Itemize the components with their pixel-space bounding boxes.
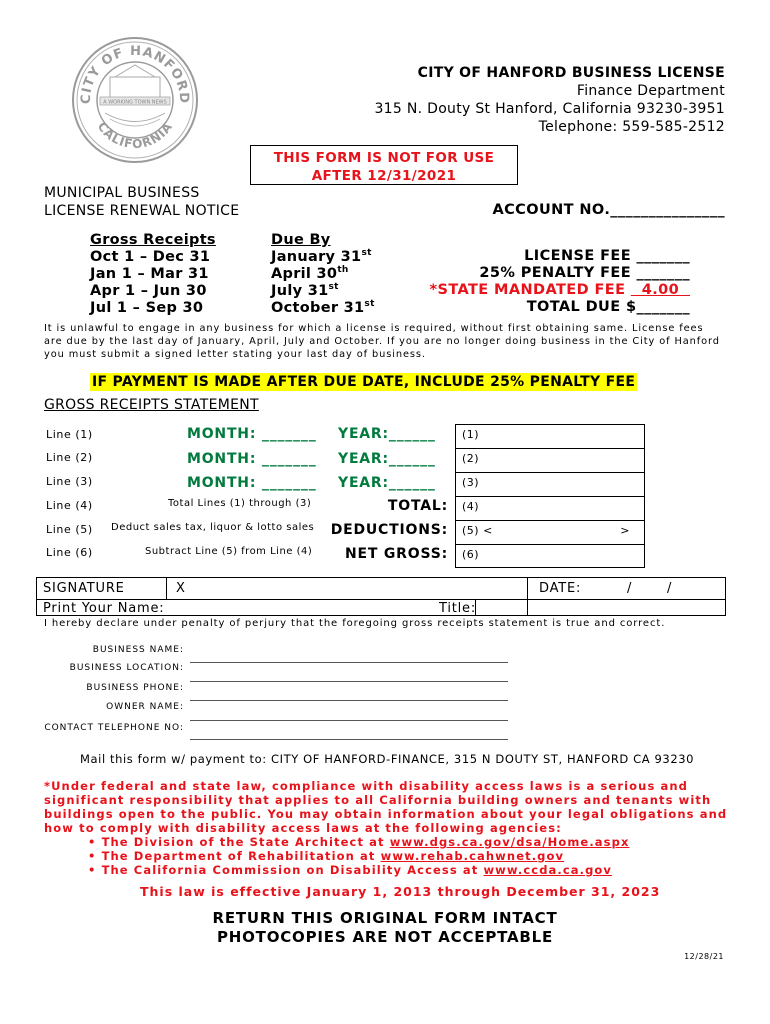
business-phone-field[interactable] [190, 700, 508, 701]
line-5-desc: Deduct sales tax, liquor & lotto sales [111, 522, 315, 533]
line-4-desc: Total Lines (1) through (3) [168, 498, 312, 509]
net-gross-label: NET GROSS: [344, 546, 448, 562]
line-3-year[interactable]: YEAR:______ [338, 475, 436, 491]
title-field[interactable]: Title: [439, 601, 477, 616]
deductions-label: DEDUCTIONS: [330, 522, 448, 538]
line-3-label: Line (3) [46, 475, 93, 488]
line-5-amount-box[interactable]: (5) < > [455, 520, 645, 544]
unlawful-notice: It is unlawful to engage in any business for which a license is required, without first obtaining same. License fees are due by the last day of January, April, July and October. If you are no longer doing business in the City of Hanford you must submit a signed letter stating your last day of business. [44, 323, 720, 360]
line-2-amount-box[interactable]: (2) [455, 448, 645, 472]
perjury-declaration: I hereby declare under penalty of perjury that the foregoing gross receipts statement is true and correct. [44, 618, 666, 629]
line-4-label: Line (4) [46, 499, 93, 512]
owner-name-label: OWNER NAME: [106, 702, 184, 712]
renewal-notice-title: MUNICIPAL BUSINESS LICENSE RENEWAL NOTICE [44, 185, 240, 219]
date-slash-2: / [667, 581, 673, 596]
business-location-label: BUSINESS LOCATION: [69, 663, 184, 673]
contact-phone-label: CONTACT TELEPHONE NO: [44, 723, 184, 733]
agency-item: • The Division of the State Architect at www.dgs.ca.gov/dsa/Home.aspx [88, 835, 630, 849]
mail-instructions: Mail this form w/ payment to: CITY OF HANFORD-FINANCE, 315 N DOUTY ST, HANFORD CA 93230 [80, 752, 695, 766]
telephone: Telephone: 559-585-2512 [538, 119, 725, 135]
disability-law-notice: *Under federal and state law, compliance with disability access laws is a serious and significant responsibility that applies to all California building owners and tenants with buildings open to the public. You may obtain information about your legal obligations and how to comply with disability access laws at the following agencies: • The Division of the State Architect at www.dgs.ca.gov/dsa/Home.aspx • The Department of Rehabilitation at www.rehab.cahwnet.gov • The California Commission on Disability Access at www.ccda.ca.gov [44, 779, 734, 877]
date-slash-1: / [627, 581, 633, 596]
license-fee-field[interactable]: LICENSE FEE _______ [524, 248, 690, 264]
rehab-link[interactable]: www.rehab.cahwnet.gov [380, 849, 565, 863]
total-label: TOTAL: [387, 498, 448, 514]
line-6-label: Line (6) [46, 546, 93, 559]
penalty-fee-field[interactable]: 25% PENALTY FEE _______ [479, 265, 690, 281]
department: Finance Department [576, 83, 725, 99]
form-title: CITY OF HANFORD BUSINESS LICENSE [417, 65, 725, 81]
line-1-amount-box[interactable]: (1) [455, 424, 645, 448]
line-5-label: Line (5) [46, 523, 93, 536]
line-3-month[interactable]: MONTH: _______ [187, 475, 317, 491]
return-instructions: RETURN THIS ORIGINAL FORM INTACT PHOTOCOPIES ARE NOT ACCEPTABLE [212, 909, 558, 946]
form-revision-date: 12/28/21 [684, 952, 724, 961]
contact-phone-field[interactable] [190, 739, 508, 740]
date-label: DATE: [539, 581, 582, 596]
gross-receipts-title: GROSS RECEIPTS STATEMENT [44, 397, 259, 413]
dgs-link[interactable]: www.dgs.ca.gov/dsa/Home.aspx [389, 835, 630, 849]
not-for-use-notice: THIS FORM IS NOT FOR USE AFTER 12/31/2021 [250, 145, 518, 185]
header-block [374, 64, 725, 136]
amount-boxes [455, 424, 645, 568]
svg-text:CALIFORNIA: CALIFORNIA [94, 119, 176, 152]
line-2-label: Line (2) [46, 451, 93, 464]
signature-label: SIGNATURE [43, 581, 125, 596]
agency-item: • The California Commission on Disability Access at www.ccda.ca.gov [88, 863, 613, 877]
due-by-column: Due By January 31st April 30th July 31st October 31st [271, 232, 375, 316]
line-4-amount-box[interactable]: (4) [455, 496, 645, 520]
line-2-month[interactable]: MONTH: _______ [187, 451, 317, 467]
agency-item: • The Department of Rehabilitation at www.rehab.cahwnet.gov [88, 849, 565, 863]
owner-name-field[interactable] [190, 720, 508, 721]
signature-field[interactable]: X [176, 581, 186, 596]
late-payment-banner: IF PAYMENT IS MADE AFTER DUE DATE, INCLUDE 25% PENALTY FEE [92, 374, 636, 390]
svg-text:A WORKING TOWN NEWS: A WORKING TOWN NEWS [103, 99, 167, 106]
law-effective-dates: This law is effective January 1, 2013 through December 31, 2023 [140, 884, 661, 899]
business-name-label: BUSINESS NAME: [92, 645, 184, 655]
state-mandated-fee: *STATE MANDATED FEE 4.00 [429, 282, 690, 298]
line-3-amount-box[interactable]: (3) [455, 472, 645, 496]
fees-block [430, 248, 690, 316]
business-phone-label: BUSINESS PHONE: [86, 683, 184, 693]
line-6-desc: Subtract Line (5) from Line (4) [145, 546, 313, 557]
ccda-link[interactable]: www.ccda.ca.gov [483, 863, 613, 877]
gross-receipts-column: Gross Receipts Oct 1 – Dec 31 Jan 1 – Mar 31 Apr 1 – Jun 30 Jul 1 – Sep 30 [90, 232, 216, 316]
line-6-amount-box[interactable]: (6) [455, 544, 645, 568]
address: 315 N. Douty St Hanford, California 93230-3951 [374, 101, 725, 117]
svg-text:CITY OF HANFORD: CITY OF HANFORD [78, 43, 192, 105]
business-name-field[interactable] [190, 662, 508, 663]
account-number-field[interactable]: ACCOUNT NO._______________ [492, 202, 725, 218]
agency-list [44, 835, 734, 877]
line-2-year[interactable]: YEAR:______ [338, 451, 436, 467]
total-due-field[interactable]: TOTAL DUE $_______ [526, 299, 690, 315]
city-seal-logo [70, 35, 200, 165]
line-1-year[interactable]: YEAR:______ [338, 426, 436, 442]
print-name-field[interactable]: Print Your Name: [43, 601, 165, 616]
line-1-label: Line (1) [46, 428, 93, 441]
signature-table [36, 577, 726, 616]
business-location-field[interactable] [190, 681, 508, 682]
line-1-month[interactable]: MONTH: _______ [187, 426, 317, 442]
